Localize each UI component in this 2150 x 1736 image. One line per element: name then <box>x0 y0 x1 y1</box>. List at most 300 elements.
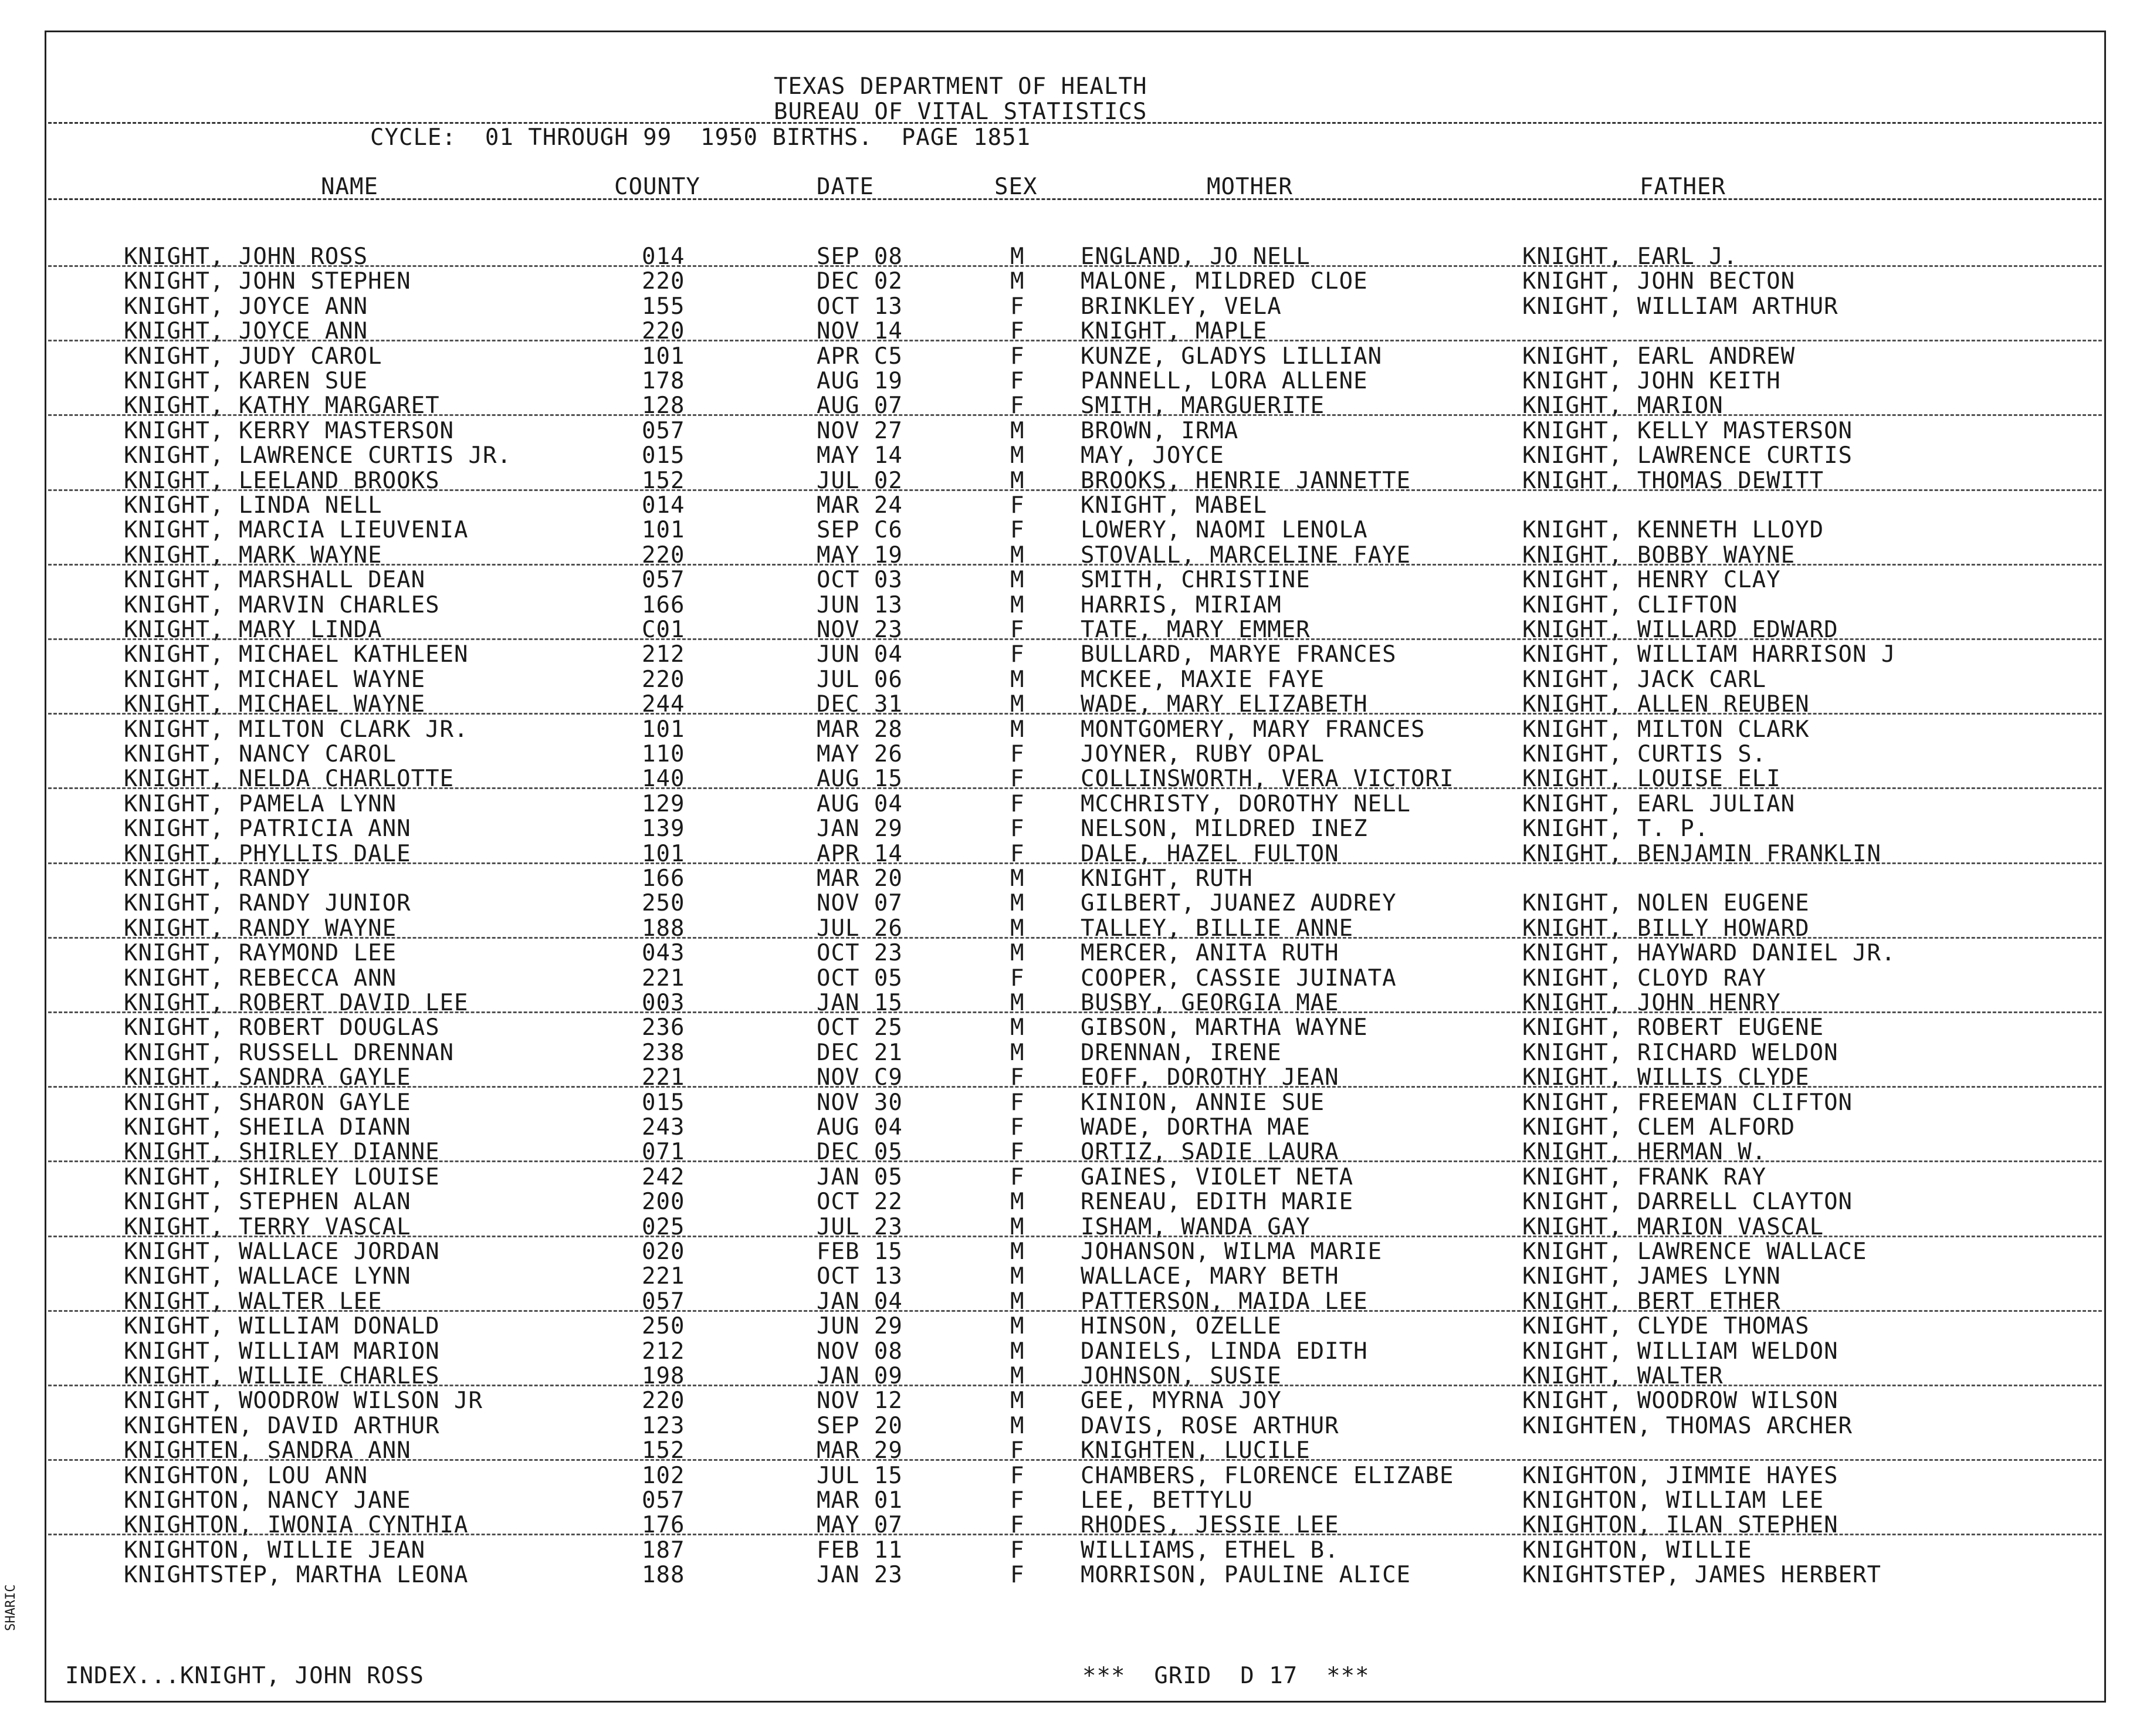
record-sex: F <box>1010 1089 1025 1116</box>
record-date: APR C5 <box>817 343 903 370</box>
record-sex: M <box>1010 268 1025 295</box>
record-date: JUL 15 <box>817 1462 903 1489</box>
record-date: OCT 25 <box>817 1014 903 1041</box>
record-sex: F <box>1010 815 1025 842</box>
record-sex: M <box>1010 691 1025 718</box>
record-sex: M <box>1010 542 1025 568</box>
footer-index: INDEX...KNIGHT, JOHN ROSS <box>65 1663 424 1689</box>
record-county: 166 <box>642 591 685 618</box>
record-county: 212 <box>642 641 685 668</box>
record-mother: KNIGHTEN, LUCILE <box>1081 1437 1311 1464</box>
record-county: 057 <box>642 1487 685 1514</box>
record-father: KNIGHT, EARL ANDREW <box>1522 343 1796 370</box>
record-county: 020 <box>642 1238 685 1265</box>
record-mother: DRENNAN, IRENE <box>1081 1039 1282 1066</box>
record-sex: F <box>1010 293 1025 320</box>
record-county: 212 <box>642 1338 685 1365</box>
record-father: KNIGHTON, WILLIAM LEE <box>1522 1487 1824 1514</box>
record-mother: MERCER, ANITA RUTH <box>1081 940 1339 967</box>
record-sex: M <box>1010 915 1025 942</box>
record-date: FEB 11 <box>817 1537 903 1564</box>
record-county: 155 <box>642 293 685 320</box>
record-name: KNIGHT, JOHN STEPHEN <box>124 268 411 295</box>
record-mother: BRINKLEY, VELA <box>1081 293 1282 320</box>
record-date: MAY 07 <box>817 1512 903 1539</box>
record-father: KNIGHT, MARION <box>1522 392 1724 419</box>
record-mother: NELSON, MILDRED INEZ <box>1081 815 1368 842</box>
record-name: KNIGHT, SHIRLEY LOUISE <box>124 1163 440 1190</box>
record-date: MAY 19 <box>817 542 903 568</box>
record-county: 243 <box>642 1114 685 1141</box>
record-mother: BUSBY, GEORGIA MAE <box>1081 990 1339 1016</box>
record-mother: DANIELS, LINDA EDITH <box>1081 1338 1368 1365</box>
row-separator <box>48 1236 2102 1237</box>
record-father: KNIGHT, MARION VASCAL <box>1522 1213 1824 1240</box>
record-name: KNIGHT, MARCIA LIEUVENIA <box>124 517 469 544</box>
row-separator <box>48 1160 2102 1162</box>
record-county: 101 <box>642 716 685 743</box>
record-sex: M <box>1010 442 1025 469</box>
record-mother: LOWERY, NAOMI LENOLA <box>1081 517 1368 544</box>
record-sex: M <box>1010 567 1025 594</box>
record-date: JAN 15 <box>817 990 903 1016</box>
record-father: KNIGHT, JAMES LYNN <box>1522 1263 1781 1290</box>
row-separator <box>48 414 2102 416</box>
record-mother: MAY, JOYCE <box>1081 442 1224 469</box>
record-county: 025 <box>642 1213 685 1240</box>
record-name: KNIGHT, RANDY <box>124 865 311 892</box>
record-date: MAR 24 <box>817 492 903 519</box>
record-county: 071 <box>642 1139 685 1166</box>
record-mother: SMITH, MARGUERITE <box>1081 392 1325 419</box>
row-separator <box>48 1385 2102 1386</box>
record-name: KNIGHT, KATHY MARGARET <box>124 392 440 419</box>
record-father: KNIGHT, KENNETH LLOYD <box>1522 517 1824 544</box>
row-separator <box>48 564 2102 566</box>
record-date: MAR 01 <box>817 1487 903 1514</box>
column-header-county: COUNTY <box>614 174 700 200</box>
record-name: KNIGHT, RAYMOND LEE <box>124 940 397 967</box>
record-mother: MCKEE, MAXIE FAYE <box>1081 666 1325 693</box>
record-father: KNIGHT, CLIFTON <box>1522 591 1738 618</box>
record-date: MAR 28 <box>817 716 903 743</box>
record-mother: JOHANSON, WILMA MARIE <box>1081 1238 1383 1265</box>
record-sex: M <box>1010 865 1025 892</box>
record-county: 188 <box>642 1562 685 1589</box>
record-name: KNIGHT, MICHAEL KATHLEEN <box>124 641 469 668</box>
record-father: KNIGHT, CURTIS S. <box>1522 741 1767 767</box>
record-father: KNIGHT, NOLEN EUGENE <box>1522 890 1810 917</box>
row-separator <box>48 1011 2102 1013</box>
record-mother: CHAMBERS, FLORENCE ELIZABE <box>1081 1462 1454 1489</box>
record-father: KNIGHT, CLEM ALFORD <box>1522 1114 1796 1141</box>
record-name: KNIGHT, MARY LINDA <box>124 617 382 643</box>
record-county: 140 <box>642 766 685 793</box>
record-sex: F <box>1010 1437 1025 1464</box>
record-date: JUN 13 <box>817 591 903 618</box>
record-sex: F <box>1010 965 1025 991</box>
record-date: JAN 23 <box>817 1562 903 1589</box>
record-county: 187 <box>642 1537 685 1564</box>
record-name: KNIGHTON, WILLIE JEAN <box>124 1537 426 1564</box>
record-father: KNIGHT, WILLIAM ARTHUR <box>1522 293 1838 320</box>
record-sex: M <box>1010 1412 1025 1439</box>
record-mother: ISHAM, WANDA GAY <box>1081 1213 1311 1240</box>
row-separator <box>48 1310 2102 1312</box>
record-mother: JOHNSON, SUSIE <box>1081 1363 1282 1389</box>
record-sex: F <box>1010 1163 1025 1190</box>
record-father: KNIGHT, EARL JULIAN <box>1522 790 1796 817</box>
record-county: 101 <box>642 517 685 544</box>
record-name: KNIGHT, JOYCE ANN <box>124 318 368 345</box>
record-county: 139 <box>642 815 685 842</box>
record-sex: F <box>1010 1462 1025 1489</box>
record-sex: F <box>1010 1537 1025 1564</box>
record-mother: EOFF, DOROTHY JEAN <box>1081 1064 1339 1091</box>
record-name: KNIGHT, RUSSELL DRENNAN <box>124 1039 455 1066</box>
cycle-line: CYCLE: 01 THROUGH 99 1950 BIRTHS. PAGE 1851 <box>370 124 1031 151</box>
record-date: NOV 27 <box>817 417 903 444</box>
record-name: KNIGHT, TERRY VASCAL <box>124 1213 411 1240</box>
record-sex: F <box>1010 1139 1025 1166</box>
record-father: KNIGHT, KELLY MASTERSON <box>1522 417 1853 444</box>
record-mother: SMITH, CHRISTINE <box>1081 567 1311 594</box>
record-sex: F <box>1010 641 1025 668</box>
record-father: KNIGHT, RICHARD WELDON <box>1522 1039 1838 1066</box>
record-county: 152 <box>642 467 685 494</box>
record-county: 152 <box>642 1437 685 1464</box>
record-county: C01 <box>642 617 685 643</box>
record-sex: M <box>1010 1014 1025 1041</box>
record-mother: PATTERSON, MAIDA LEE <box>1081 1288 1368 1315</box>
row-separator <box>48 713 2102 715</box>
record-name: KNIGHT, SHIRLEY DIANNE <box>124 1139 440 1166</box>
record-father: KNIGHTON, JIMMIE HAYES <box>1522 1462 1838 1489</box>
record-date: OCT 23 <box>817 940 903 967</box>
record-father: KNIGHT, JACK CARL <box>1522 666 1767 693</box>
record-county: 043 <box>642 940 685 967</box>
record-date: AUG 04 <box>817 1114 903 1141</box>
record-sex: M <box>1010 1039 1025 1066</box>
record-name: KNIGHT, ROBERT DOUGLAS <box>124 1014 440 1041</box>
record-mother: WADE, MARY ELIZABETH <box>1081 691 1368 718</box>
record-county: 101 <box>642 840 685 867</box>
record-date: JAN 29 <box>817 815 903 842</box>
record-name: KNIGHT, JOYCE ANN <box>124 293 368 320</box>
record-sex: F <box>1010 766 1025 793</box>
record-county: 220 <box>642 542 685 568</box>
record-mother: HARRIS, MIRIAM <box>1081 591 1282 618</box>
column-header-sex: SEX <box>994 174 1038 200</box>
record-name: KNIGHT, NANCY CAROL <box>124 741 397 767</box>
record-date: OCT 13 <box>817 293 903 320</box>
header-subtitle: BUREAU OF VITAL STATISTICS <box>774 99 1147 125</box>
record-county: 220 <box>642 318 685 345</box>
record-name: KNIGHT, MICHAEL WAYNE <box>124 666 426 693</box>
record-date: JUL 02 <box>817 467 903 494</box>
record-father: KNIGHT, LAWRENCE CURTIS <box>1522 442 1853 469</box>
record-date: NOV 08 <box>817 1338 903 1365</box>
record-date: OCT 03 <box>817 567 903 594</box>
record-county: 003 <box>642 990 685 1016</box>
record-mother: RHODES, JESSIE LEE <box>1081 1512 1339 1539</box>
record-county: 014 <box>642 243 685 270</box>
record-name: KNIGHT, STEPHEN ALAN <box>124 1189 411 1216</box>
record-name: KNIGHT, PAMELA LYNN <box>124 790 397 817</box>
record-father: KNIGHT, WILLARD EDWARD <box>1522 617 1838 643</box>
record-sex: M <box>1010 243 1025 270</box>
row-separator <box>48 1459 2102 1461</box>
record-name: KNIGHT, KERRY MASTERSON <box>124 417 455 444</box>
record-name: KNIGHT, WILLIAM DONALD <box>124 1313 440 1340</box>
record-sex: M <box>1010 716 1025 743</box>
record-county: 102 <box>642 1462 685 1489</box>
record-county: 198 <box>642 1363 685 1389</box>
record-name: KNIGHTSTEP, MARTHA LEONA <box>124 1562 469 1589</box>
record-date: OCT 05 <box>817 965 903 991</box>
record-mother: GEE, MYRNA JOY <box>1081 1388 1282 1414</box>
column-header-mother: MOTHER <box>1207 174 1293 200</box>
record-sex: M <box>1010 1189 1025 1216</box>
record-county: 200 <box>642 1189 685 1216</box>
record-sex: F <box>1010 392 1025 419</box>
record-date: MAR 20 <box>817 865 903 892</box>
record-sex: M <box>1010 666 1025 693</box>
record-mother: MONTGOMERY, MARY FRANCES <box>1081 716 1426 743</box>
record-father: KNIGHT, DARRELL CLAYTON <box>1522 1189 1853 1216</box>
row-separator <box>48 862 2102 864</box>
record-sex: M <box>1010 1263 1025 1290</box>
record-date: NOV 30 <box>817 1089 903 1116</box>
record-father: KNIGHT, BENJAMIN FRANKLIN <box>1522 840 1881 867</box>
record-sex: F <box>1010 368 1025 394</box>
record-date: AUG 15 <box>817 766 903 793</box>
record-father: KNIGHT, ROBERT EUGENE <box>1522 1014 1824 1041</box>
document-frame <box>45 31 2106 1703</box>
row-separator <box>48 1534 2102 1535</box>
record-father: KNIGHTEN, THOMAS ARCHER <box>1522 1412 1853 1439</box>
record-name: KNIGHT, RANDY WAYNE <box>124 915 397 942</box>
record-mother: LEE, BETTYLU <box>1081 1487 1253 1514</box>
record-sex: F <box>1010 517 1025 544</box>
row-separator <box>48 265 2102 267</box>
record-name: KNIGHT, WALTER LEE <box>124 1288 382 1315</box>
record-county: 220 <box>642 666 685 693</box>
record-mother: JOYNER, RUBY OPAL <box>1081 741 1325 767</box>
record-sex: M <box>1010 1213 1025 1240</box>
record-county: 236 <box>642 1014 685 1041</box>
record-county: 057 <box>642 1288 685 1315</box>
record-mother: COLLINSWORTH, VERA VICTORI <box>1081 766 1454 793</box>
record-name: KNIGHT, NELDA CHARLOTTE <box>124 766 455 793</box>
record-date: DEC 21 <box>817 1039 903 1066</box>
record-mother: ORTIZ, SADIE LAURA <box>1081 1139 1339 1166</box>
record-county: 129 <box>642 790 685 817</box>
record-name: KNIGHT, WALLACE LYNN <box>124 1263 411 1290</box>
record-date: DEC 05 <box>817 1139 903 1166</box>
record-county: 221 <box>642 1263 685 1290</box>
record-date: DEC 02 <box>817 268 903 295</box>
record-county: 014 <box>642 492 685 519</box>
header-title: TEXAS DEPARTMENT OF HEALTH <box>774 73 1147 100</box>
record-county: 221 <box>642 1064 685 1091</box>
record-mother: COOPER, CASSIE JUINATA <box>1081 965 1397 991</box>
record-father: KNIGHT, BERT ETHER <box>1522 1288 1781 1315</box>
record-name: KNIGHT, LEELAND BROOKS <box>124 467 440 494</box>
row-separator <box>48 787 2102 789</box>
record-mother: WALLACE, MARY BETH <box>1081 1263 1339 1290</box>
row-separator <box>48 489 2102 491</box>
record-name: KNIGHTON, NANCY JANE <box>124 1487 411 1514</box>
record-father: KNIGHT, BOBBY WAYNE <box>1522 542 1796 568</box>
record-mother: BROOKS, HENRIE JANNETTE <box>1081 467 1411 494</box>
record-father: KNIGHTSTEP, JAMES HERBERT <box>1522 1562 1881 1589</box>
record-father: KNIGHT, ALLEN REUBEN <box>1522 691 1810 718</box>
record-father: KNIGHT, JOHN KEITH <box>1522 368 1781 394</box>
record-date: NOV C9 <box>817 1064 903 1091</box>
record-father: KNIGHT, WILLIS CLYDE <box>1522 1064 1810 1091</box>
record-father: KNIGHT, CLYDE THOMAS <box>1522 1313 1810 1340</box>
record-father: KNIGHT, CLOYD RAY <box>1522 965 1767 991</box>
record-mother: KNIGHT, MABEL <box>1081 492 1268 519</box>
record-mother: GAINES, VIOLET NETA <box>1081 1163 1354 1190</box>
record-date: JUL 26 <box>817 915 903 942</box>
record-date: SEP 08 <box>817 243 903 270</box>
record-date: JUN 29 <box>817 1313 903 1340</box>
row-separator <box>48 937 2102 939</box>
record-mother: WILLIAMS, ETHEL B. <box>1081 1537 1339 1564</box>
record-name: KNIGHT, LAWRENCE CURTIS JR. <box>124 442 512 469</box>
record-date: SEP 20 <box>817 1412 903 1439</box>
record-father: KNIGHT, JOHN BECTON <box>1522 268 1796 295</box>
record-date: FEB 15 <box>817 1238 903 1265</box>
record-name: KNIGHTEN, DAVID ARTHUR <box>124 1412 440 1439</box>
record-sex: M <box>1010 1338 1025 1365</box>
row-separator <box>48 340 2102 341</box>
footer-grid: *** GRID D 17 *** <box>1082 1663 1370 1689</box>
record-date: AUG 19 <box>817 368 903 394</box>
record-county: 057 <box>642 567 685 594</box>
header-rule <box>48 122 2102 124</box>
record-name: KNIGHTON, IWONIA CYNTHIA <box>124 1512 469 1539</box>
record-date: NOV 23 <box>817 617 903 643</box>
record-mother: MCCHRISTY, DOROTHY NELL <box>1081 790 1411 817</box>
record-mother: KUNZE, GLADYS LILLIAN <box>1081 343 1383 370</box>
record-name: KNIGHT, WOODROW WILSON JR <box>124 1388 483 1414</box>
record-date: JAN 05 <box>817 1163 903 1190</box>
record-mother: KNIGHT, MAPLE <box>1081 318 1268 345</box>
record-county: 166 <box>642 865 685 892</box>
record-date: OCT 22 <box>817 1189 903 1216</box>
record-date: NOV 07 <box>817 890 903 917</box>
record-county: 188 <box>642 915 685 942</box>
record-name: KNIGHT, WILLIAM MARION <box>124 1338 440 1365</box>
column-header-father: FATHER <box>1640 174 1726 200</box>
record-father: KNIGHT, JOHN HENRY <box>1522 990 1781 1016</box>
record-name: KNIGHT, MARVIN CHARLES <box>124 591 440 618</box>
record-name: KNIGHTON, LOU ANN <box>124 1462 368 1489</box>
record-county: 238 <box>642 1039 685 1066</box>
record-county: 250 <box>642 890 685 917</box>
record-mother: MORRISON, PAULINE ALICE <box>1081 1562 1411 1589</box>
record-name: KNIGHTEN, SANDRA ANN <box>124 1437 411 1464</box>
record-sex: F <box>1010 1114 1025 1141</box>
record-name: KNIGHT, JUDY CAROL <box>124 343 382 370</box>
record-name: KNIGHT, MICHAEL WAYNE <box>124 691 426 718</box>
record-mother: WADE, DORTHA MAE <box>1081 1114 1311 1141</box>
record-sex: F <box>1010 1562 1025 1589</box>
side-label: SHARIC <box>4 1584 18 1631</box>
record-name: KNIGHT, LINDA NELL <box>124 492 382 519</box>
record-sex: M <box>1010 591 1025 618</box>
record-date: JUL 23 <box>817 1213 903 1240</box>
record-sex: M <box>1010 940 1025 967</box>
record-name: KNIGHT, WALLACE JORDAN <box>124 1238 440 1265</box>
record-name: KNIGHT, PHYLLIS DALE <box>124 840 411 867</box>
record-father: KNIGHT, FRANK RAY <box>1522 1163 1767 1190</box>
column-header-rule <box>48 198 2102 200</box>
record-sex: M <box>1010 1388 1025 1414</box>
record-father: KNIGHT, BILLY HOWARD <box>1522 915 1810 942</box>
row-separator <box>48 1086 2102 1088</box>
record-sex: F <box>1010 741 1025 767</box>
record-mother: ENGLAND, JO NELL <box>1081 243 1311 270</box>
record-date: MAY 26 <box>817 741 903 767</box>
record-mother: GIBSON, MARTHA WAYNE <box>1081 1014 1368 1041</box>
record-father: KNIGHT, WILLIAM HARRISON J <box>1522 641 1896 668</box>
record-mother: HINSON, OZELLE <box>1081 1313 1282 1340</box>
column-header-name: NAME <box>321 174 378 200</box>
record-sex: F <box>1010 318 1025 345</box>
record-father: KNIGHT, T. P. <box>1522 815 1709 842</box>
record-date: JAN 04 <box>817 1288 903 1315</box>
record-date: MAY 14 <box>817 442 903 469</box>
record-county: 176 <box>642 1512 685 1539</box>
record-date: NOV 14 <box>817 318 903 345</box>
record-date: OCT 13 <box>817 1263 903 1290</box>
record-mother: RENEAU, EDITH MARIE <box>1081 1189 1354 1216</box>
record-county: 244 <box>642 691 685 718</box>
record-father: KNIGHT, WOODROW WILSON <box>1522 1388 1838 1414</box>
row-separator <box>48 638 2102 640</box>
record-sex: F <box>1010 617 1025 643</box>
record-sex: M <box>1010 1363 1025 1389</box>
record-name: KNIGHT, MARK WAYNE <box>124 542 382 568</box>
record-date: JUL 06 <box>817 666 903 693</box>
record-name: KNIGHT, PATRICIA ANN <box>124 815 411 842</box>
record-father: KNIGHT, HAYWARD DANIEL JR. <box>1522 940 1896 967</box>
record-father: KNIGHT, LOUISE ELI <box>1522 766 1781 793</box>
record-name: KNIGHT, REBECCA ANN <box>124 965 397 991</box>
record-father: KNIGHT, HENRY CLAY <box>1522 567 1781 594</box>
record-mother: GILBERT, JUANEZ AUDREY <box>1081 890 1397 917</box>
record-county: 110 <box>642 741 685 767</box>
record-county: 101 <box>642 343 685 370</box>
record-name: KNIGHT, KAREN SUE <box>124 368 368 394</box>
record-mother: KINION, ANNIE SUE <box>1081 1089 1325 1116</box>
record-sex: M <box>1010 1238 1025 1265</box>
record-mother: STOVALL, MARCELINE FAYE <box>1081 542 1411 568</box>
record-father: KNIGHTON, ILAN STEPHEN <box>1522 1512 1838 1539</box>
record-county: 015 <box>642 1089 685 1116</box>
record-date: JUN 04 <box>817 641 903 668</box>
record-father: KNIGHT, FREEMAN CLIFTON <box>1522 1089 1853 1116</box>
record-county: 220 <box>642 268 685 295</box>
record-date: DEC 31 <box>817 691 903 718</box>
column-header-date: DATE <box>817 174 874 200</box>
record-father: KNIGHT, WALTER <box>1522 1363 1724 1389</box>
record-father: KNIGHT, THOMAS DEWITT <box>1522 467 1824 494</box>
